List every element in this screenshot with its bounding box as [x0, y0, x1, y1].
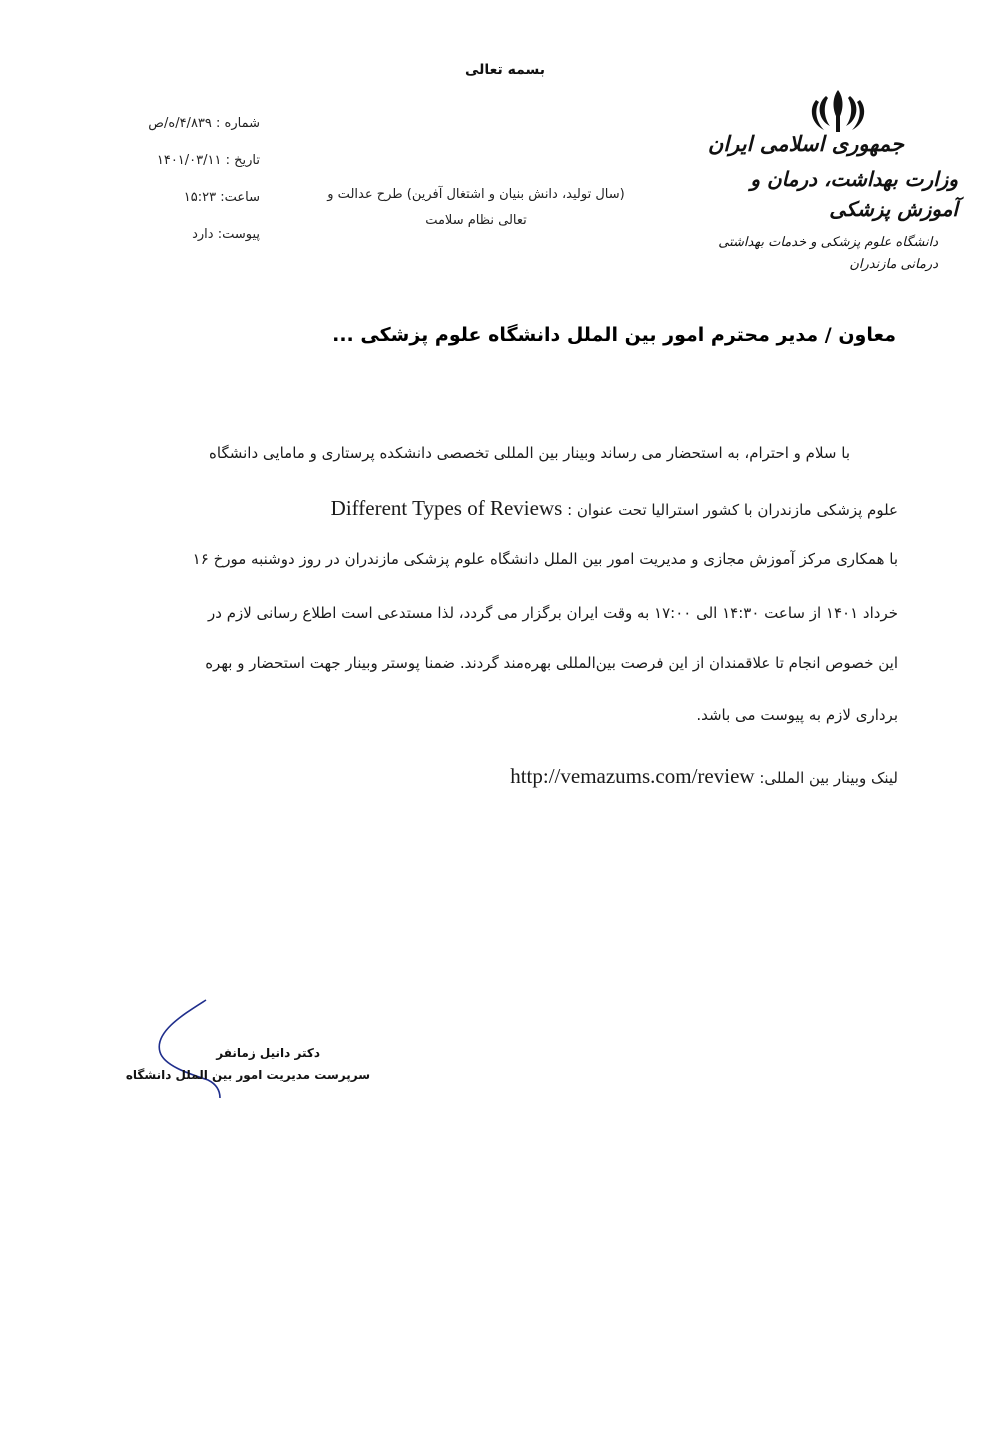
webinar-link-line — [78, 764, 898, 789]
addressee: معاون / مدیر محترم امور بین الملل دانشگاه علوم پزشکی ... — [332, 324, 896, 346]
body-line: این خصوص انجام تا علاقمندان از این فرصت بین‌المللی بهره‌مند گردند. ضمنا پوستر وبینار جهت استحضار و بهره — [205, 654, 898, 672]
body-line — [78, 496, 898, 521]
signer-title: سرپرست مدیریت امور بین الملل دانشگاه — [125, 1068, 370, 1082]
body-line: خرداد ۱۴۰۱ از ساعت ۱۴:۳۰ الی ۱۷:۰۰ به وقت ایران برگزار می گردد، لذا مستدعی است اطلاع رسانی لازم در — [208, 604, 898, 622]
letter-time: ساعت: ۱۵:۲۳ — [183, 190, 260, 205]
letter-number: شماره : ۴/۸۳۹/ه/ص — [148, 116, 260, 131]
webinar-link[interactable]: http://vemazums.com/review — [510, 764, 755, 788]
body-line: برداری لازم به پیوست می باشد. — [696, 706, 898, 724]
webinar-title: Different Types of Reviews — [330, 496, 563, 520]
letter-date: تاریخ : ۱۴۰۱/۰۳/۱۱ — [156, 153, 260, 168]
body-line-prefix: علوم پزشکی مازندران با کشور استرالیا تحت عنوان : — [567, 501, 898, 519]
letterhead-university: دانشگاه علوم پزشکی و خدمات بهداشتی درمانی مازندران — [718, 235, 938, 272]
iran-emblem-icon — [806, 86, 870, 134]
slogan-line-2: تعالی نظام سلامت — [425, 213, 527, 228]
letterhead-ministry: وزارت بهداشت، درمان و آموزش پزشکی — [750, 167, 958, 221]
year-slogan — [300, 182, 652, 234]
body-line: با همکاری مرکز آموزش مجازی و مدیریت امور بین الملل دانشگاه علوم پزشکی مازندران در روز دوشنبه مورخ ۱۶ — [192, 550, 898, 568]
letterhead-country: جمهوری اسلامی ایران — [707, 131, 904, 156]
signer-name: دکتر دانیل زمانفر — [216, 1046, 320, 1060]
invocation-heading: بسمه تعالی — [464, 62, 546, 78]
letter-attachment: پیوست: دارد — [192, 227, 260, 242]
slogan-line-1: (سال تولید، دانش بنیان و اشتغال آفرین) طرح عدالت و — [327, 187, 625, 202]
webinar-link-label: لینک وبینار بین المللی: — [759, 769, 898, 787]
letterhead — [700, 130, 958, 276]
letter-meta — [110, 114, 260, 262]
body-line: با سلام و احترام، به استحضار می رساند وبینار بین المللی تخصصی دانشکده پرستاری و مامایی دانشگاه — [209, 444, 850, 462]
